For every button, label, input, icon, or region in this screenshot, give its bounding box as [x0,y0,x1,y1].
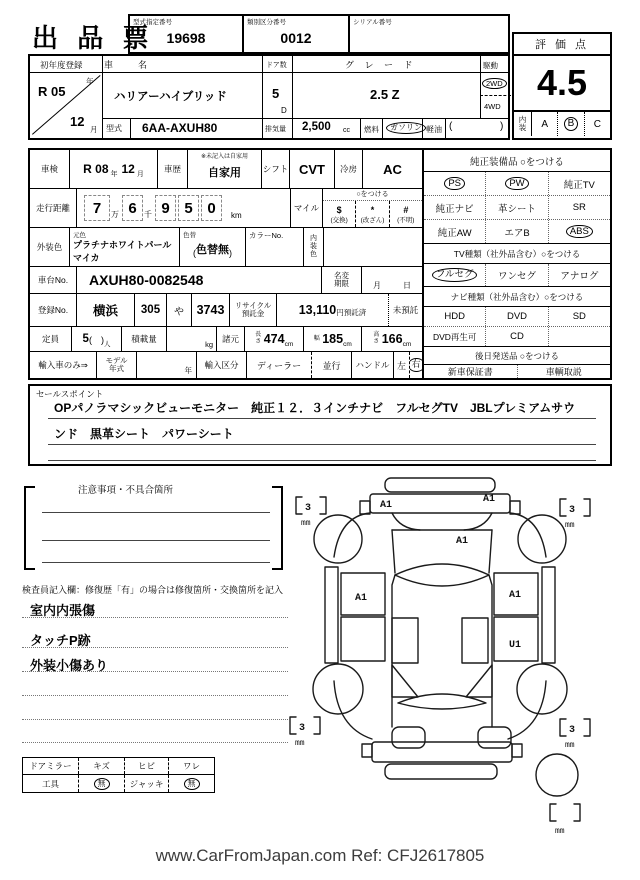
registration-row [30,294,422,327]
drive-label: 駆動 [483,61,498,70]
reg-kana: や [167,294,192,326]
displacement-label: 排気量 [265,126,286,133]
grade-label: グ レ ー ド [345,60,417,70]
sales-points-label: セールスポイント [36,389,104,399]
interior-grade-b: B [564,117,579,132]
rocker-left [325,567,338,663]
sales-points-box [28,384,612,466]
model-year-label-cell [97,352,137,378]
break-label: ワレ [182,761,200,771]
mileage-label: 走行距離 [30,189,77,227]
model-label: 型式 [106,124,122,133]
ac-value: AC [383,161,402,177]
door-frame-left [392,618,418,663]
footer-watermark: www.CarFromJapan.com Ref: CFJ2617805 [155,846,485,865]
navi-sd: SD [572,311,586,322]
details-table [28,148,612,380]
jack-label: ジャッキ [125,775,169,792]
history-note: ※未記入は自家用 [200,154,249,160]
marker-bracket [584,719,590,736]
width-unit: cm [343,340,352,348]
mile-mark-tamper-sym: * [370,204,375,215]
model-year-unit: 年 [184,366,192,375]
tail-lamp-left [392,727,425,748]
jack-value: 無 [184,778,200,790]
equip-airbag: エアB [504,227,530,239]
rear-flare-left [334,681,372,739]
name-change-day: 日 [403,281,411,290]
rear-pillar-left [392,665,418,697]
grille-arc-right [464,513,492,530]
equip-sr: SR [572,202,586,213]
first-reg-label: 初年度登録 [40,60,83,70]
windshield [395,564,489,586]
interior-grade-row [514,112,610,136]
reg-area: 横浜 [77,294,135,326]
interior-grade-a: A [541,118,548,130]
car-name-label: 車 名 [104,60,156,70]
wheel-rear-right [517,664,567,714]
inspection-year-unit: 年 [110,171,118,178]
model-year-label: モデル年式 [105,355,128,373]
front-bumper-end-left [360,501,370,514]
first-reg-month: 12 [70,114,85,129]
rocker-right [542,567,555,663]
first-reg-cell [30,72,102,138]
navi-dvd-play: DVD再生可 [432,331,477,342]
import-class-label: 輸入区分 [197,352,247,378]
marker-bracket [314,717,320,734]
color-change-cell [180,228,246,266]
inspection-year: R 08 [83,162,109,176]
inspector-line-3: 外装小傷あり [30,658,109,673]
color-no-cell [246,228,304,266]
serial-label: シリアル番号 [353,19,392,26]
panel-left-rear [341,617,385,661]
hood-side-left [392,530,395,573]
mile-mark-unknown-sub: (不明) [397,216,415,224]
marker-bracket [574,804,580,821]
page-title: 出 品 票 [32,23,155,53]
capacity-paren: ( ) [88,334,104,345]
equip-navi: 純正ナビ [435,203,474,215]
marker-bracket [584,499,590,516]
serial-box [350,16,508,52]
shift-value: CVT [290,150,335,188]
navi-cd: CD [510,331,524,342]
score-value: 4.5 [514,56,610,112]
mile-circle-note: ○をつける [323,189,422,201]
spec-row [30,327,422,352]
odometer-man-unit: 万 [111,209,119,219]
inspection-row [30,150,422,189]
interior-color-value [324,228,422,266]
spare-tire [536,754,578,796]
inspector-line-1: 室内内張傷 [30,603,96,618]
tail-lamp-right [478,727,511,748]
front-bumper-end-right [510,501,520,514]
height-label: 高さ [373,332,380,345]
tools-table [22,757,215,793]
tv-header: TV種類（社外品含む）○をつける [424,244,610,264]
marker-bracket [560,499,566,516]
drive-4wd: 4WD [484,102,501,111]
chassis-value: AXUH80-0082548 [77,267,322,293]
equip-abs: ABS [566,225,593,239]
class-code-value: 0012 [280,30,312,46]
load-unit: kg [205,340,213,349]
marker-top-right-value: 3 [569,505,576,516]
details-left [30,150,424,378]
recycle-suffix: 円預託済 [336,308,367,317]
marker-bottom-left-unit: mm [295,739,305,748]
navi-dvd: DVD [506,311,528,322]
history-cell [188,150,262,188]
hood-side-right [489,530,492,573]
odometer-sen: 6 [122,195,143,221]
genuine-header: 純正装備品 ○をつける [424,150,610,172]
inspection-label: 車検 [30,150,70,188]
odometer-unit: km [231,210,242,220]
tool-label: 工具 [23,775,79,792]
crack-label: ヒビ [125,758,169,774]
reg-number: 3743 [192,294,230,326]
tv-analog: アナログ [560,271,599,282]
panel-right-rear [494,617,538,661]
import-label: 輸入車のみ⇒ [30,352,97,378]
odometer-d1: 9 [155,195,176,221]
notes-header: 注意事項・不具合箇所 [78,485,174,496]
mile-mark-exchange-sym: $ [336,204,342,215]
first-reg-month-unit: 月 [90,125,98,134]
inspection-month-unit: 月 [136,171,144,178]
navi-header: ナビ種類（社外品含む）○をつける [424,287,610,307]
fuel-paren-open: ( [449,121,453,132]
model-year-cell [137,352,197,378]
interior-label: 内装 [518,114,527,132]
chassis-label: 車台No. [30,267,77,293]
marker-bracket [560,719,566,736]
import-parallel: 並行 [312,352,352,378]
doors-label: ドア数 [266,62,287,69]
color-change-label: 色替 [183,232,196,239]
recycle-label-cell [230,294,277,326]
type-code-label: 型式指定番号 [133,19,172,26]
door-frame-right [462,618,488,663]
recycle-alt: 未預託 [392,305,419,315]
equip-ps: PS [444,177,465,191]
history-value: 自家用 [208,167,241,179]
equipment-column [424,150,610,378]
damage-bumper-right: A1 [483,494,496,505]
width-cell [304,327,362,351]
scratch-label: キズ [79,758,125,774]
first-reg-year: R 05 [38,84,66,99]
grille-arc-left [392,513,420,530]
load-label: 積載量 [122,327,167,351]
name-change-label-cell [322,267,362,293]
displacement-unit: cc [343,127,350,134]
door-mirror-label: ドアミラー [23,758,79,774]
type-code-value: 19698 [166,30,206,46]
damage-right-door: U1 [509,640,522,651]
rear-window [398,694,486,709]
body-side-right [489,575,492,665]
marker-bottom-left-value: 3 [299,723,306,734]
interior-color-cell [304,228,324,266]
odometer-sen-unit: 千 [144,209,152,219]
damage-right-fender: A1 [509,590,522,601]
length-label: 長さ [255,332,262,345]
spec-label: 諸元 [217,327,245,351]
history-label: 車歴 [158,150,188,188]
shift-label: シフト [262,150,290,188]
length-cell [245,327,304,351]
fuel-paren-close: ) [500,121,504,132]
damage-hood: A1 [456,536,469,547]
grade-value: 2.5 Z [370,87,400,102]
tv-oneseg: ワンセグ [497,271,536,282]
import-dealer: ディーラー [247,352,312,378]
odometer [77,189,291,227]
fuel-diesel: 軽油 [426,125,442,134]
length-unit: cm [284,340,294,348]
fuel-gasoline: ガソリン [386,122,426,134]
height-unit: cm [402,340,412,348]
load-cell [167,327,217,351]
interior-color-label: 内装色 [310,235,317,258]
first-reg-year-unit: 年 [86,77,94,86]
sales-line-2: ンド 黒革シート パワーシート [54,427,234,441]
capacity-cell [72,327,122,351]
mile-mark-unknown-sym: # [403,204,409,215]
base-color-cell [70,228,180,266]
recycle-value: 13,110 [298,303,337,317]
length-value: 474 [263,332,285,346]
header-code-boxes [128,14,510,54]
sales-line-1: OPパノラマシックビューモニター 純正１２．３インチナビ フルセグTV JBLプレミアムサウ [54,401,576,415]
class-code-box [244,16,350,52]
height-value: 166 [381,332,403,346]
name-change-month: 月 [373,281,381,290]
name-change-date [362,267,422,293]
name-change-label: 名変期限 [334,270,349,288]
inspection-value [70,150,158,188]
rear-bumper-end-left [362,744,372,757]
marker-top-left-value: 3 [305,503,312,514]
marker-top-right-unit: mm [565,521,575,530]
recycle-cell [277,294,389,326]
equip-leather: 革シート [497,203,536,215]
tool-value: 無 [94,778,110,790]
marker-bracket [320,497,326,514]
navi-hdd: HDD [444,311,465,322]
marker-bottom-right-unit: mm [565,741,575,750]
mile-mark-tamper-sub: (改ざん) [360,216,385,224]
reg-label: 登録No. [30,294,77,326]
color-no-label: カラーNo. [249,231,284,240]
score-box [512,32,612,140]
fuel-label: 燃料 [364,125,379,134]
capacity-label: 定員 [30,327,72,351]
type-code-box [130,16,244,52]
rear-lip [385,764,497,779]
rear-flare-right [508,681,546,739]
ac-label: 冷房 [335,150,363,188]
inspection-month: 12 [121,162,135,176]
marker-bracket [550,804,556,821]
doors-suffix: D [281,106,287,115]
chassis-row [30,267,422,294]
car-damage-diagram [288,473,622,843]
inspector-header: 検査員記入欄：修復歴「有」の場合は修復箇所・交換箇所を記入 [22,585,284,595]
damage-bumper-left: A1 [380,500,393,511]
marker-bottom-right-value: 3 [569,725,576,736]
marker-top-left-unit: mm [301,519,311,528]
rear-bumper-end-right [512,744,522,757]
shipping-warranty: 新車保証書 [447,367,493,377]
color-change-paren-close: ) [229,248,232,258]
drive-2wd: 2WD [482,78,507,89]
odometer-d2: 5 [178,195,199,221]
capacity-value: 5 [82,333,89,345]
handle-right: 右 [410,358,422,371]
rear-pillar-right [466,665,492,697]
car-name: ハリアーハイブリッド [114,91,227,103]
inspector-line-2: タッチP跡 [30,633,91,648]
displacement-value: 2,500 [302,121,331,133]
doors-value: 5 [272,86,280,101]
model-value: 6AA-AXUH80 [142,121,218,135]
handle-left: 左 [396,360,406,371]
mileage-row [30,189,422,228]
odometer-d3: 0 [201,195,222,221]
equip-pw: PW [505,177,528,191]
recycle-label: リサイクル預託金 [234,300,272,318]
wheel-rear-left [313,664,363,714]
marker-bracket [296,497,302,514]
equip-aw: 純正AW [437,227,472,239]
equip-tv: 純正TV [563,179,595,191]
width-label: 幅 [313,335,320,342]
interior-grade-c: C [593,118,601,130]
color-change-value: 色替無 [196,244,229,256]
color-row [30,228,422,267]
import-row [30,352,422,378]
vehicle-info-table [28,54,510,140]
mile-mark-exchange-sub: (交換) [330,216,348,224]
class-code-label: 類別区分番号 [247,19,286,26]
front-lip [385,478,495,492]
shipping-header: 後日発送品 ○をつける [424,347,610,365]
reg-class: 305 [135,294,167,326]
base-color-value: プラチナホワイトパールマイカ [73,240,172,263]
capacity-unit: 人 [103,340,111,348]
color-change-paren-open: ( [193,248,196,258]
marker-bracket [290,717,296,734]
handle-label: ハンドル [352,352,394,378]
odometer-man: 7 [84,195,110,221]
mile-marks [323,189,422,227]
damage-left-fender: A1 [355,593,368,604]
width-value: 185 [322,332,344,346]
height-cell [362,327,422,351]
exterior-color-label: 外装色 [30,228,70,266]
mile-label: マイル [291,189,323,227]
shipping-manual: 車輌取説 [545,367,582,377]
score-label: 評 価 点 [514,34,610,56]
tv-fullseg: フルセグ [432,268,478,282]
base-color-label: 元色 [73,232,86,239]
marker-spare-unit: mm [555,827,565,836]
